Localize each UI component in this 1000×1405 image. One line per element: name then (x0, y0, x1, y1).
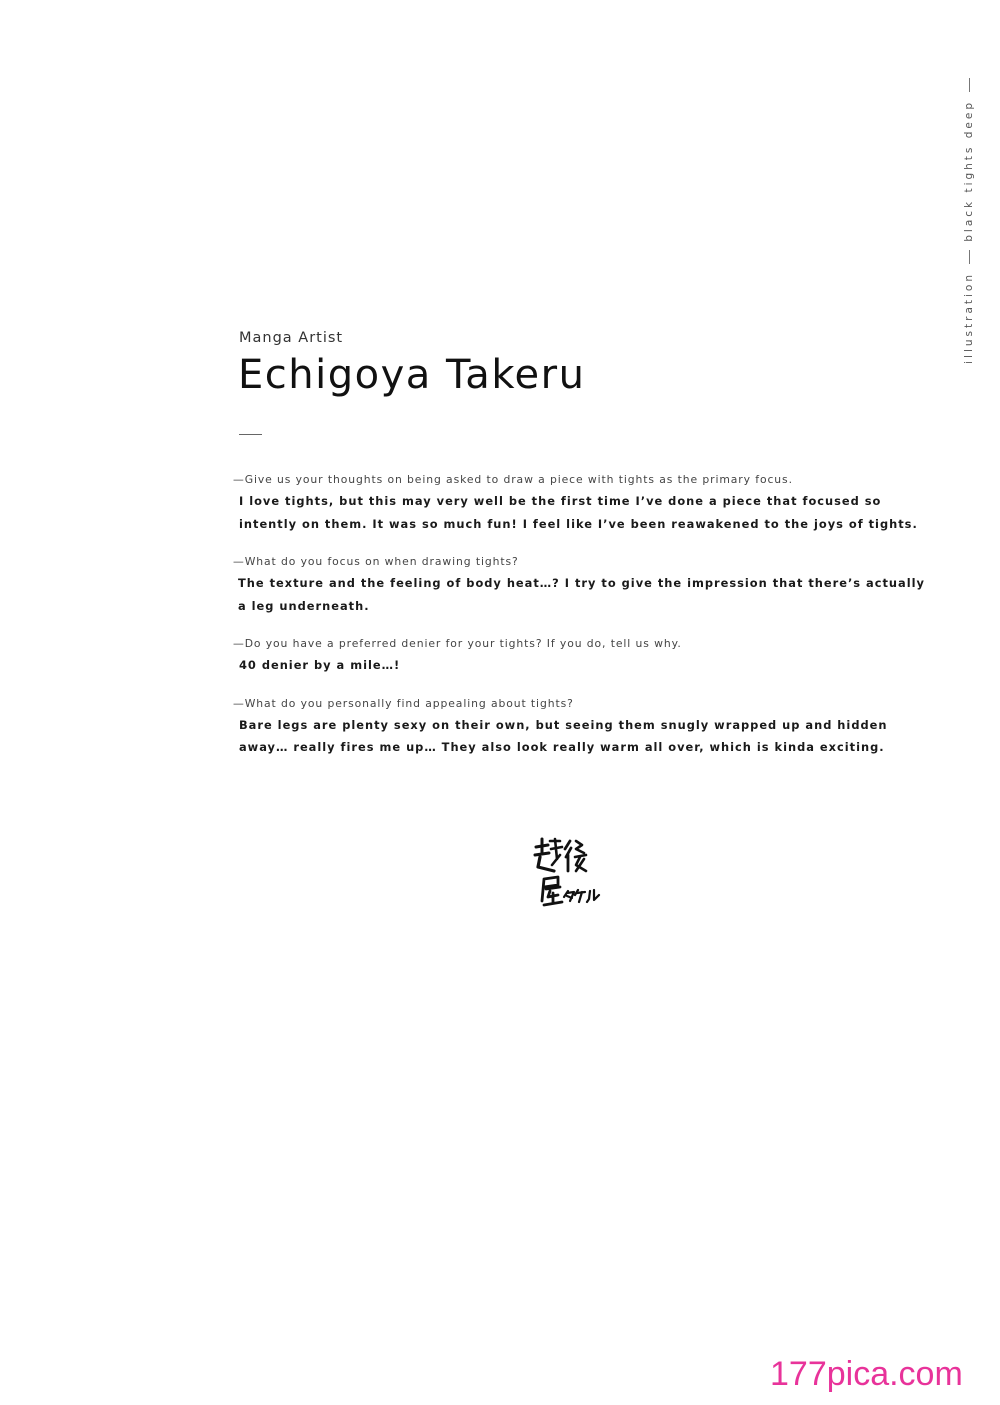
qa-item (233, 553, 925, 616)
answer-line: intently on them. It was so much fun! I feel like I’ve been reawakened to the joys of tights. (239, 516, 918, 531)
side-label (963, 78, 975, 390)
answer-line: away… really fires me up… They also look really warm all over, which is kinda exciting. (239, 740, 885, 754)
question: —What do you focus on when drawing tights? (233, 555, 519, 568)
signature-icon (530, 835, 608, 913)
answer-line: Bare legs are plenty sexy on their own, but seeing them snugly wrapped up and hidden (239, 717, 888, 732)
artist-name: Echigoya Takeru (238, 352, 586, 398)
interview-list (233, 471, 925, 777)
side-section-title: illustration (963, 271, 975, 364)
question: —Give us your thoughts on being asked to draw a piece with tights as the primary focus. (233, 473, 793, 486)
qa-item (233, 471, 918, 534)
question: —Do you have a preferred denier for your tights? If you do, tell us why. (233, 637, 682, 650)
answer-line: a leg underneath. (238, 598, 370, 613)
qa-item (233, 695, 888, 758)
answer-line: 40 denier by a mile…! (239, 658, 401, 672)
qa-item (233, 635, 833, 676)
side-rule-top (969, 78, 970, 92)
side-rule-middle (969, 250, 970, 264)
watermark: 177pica.com (770, 1355, 963, 1393)
question: —What do you personally find appealing about tights? (233, 696, 574, 710)
side-series-title: black tights deep (963, 100, 975, 242)
artist-role: Manga Artist (239, 330, 344, 346)
title-divider (239, 434, 262, 435)
answer-line: I love tights, but this may very well be the first time I’ve done a piece that focused so (239, 494, 882, 508)
answer-line: The texture and the feeling of body heat…? I try to give the impression that there’s actually (238, 576, 925, 590)
